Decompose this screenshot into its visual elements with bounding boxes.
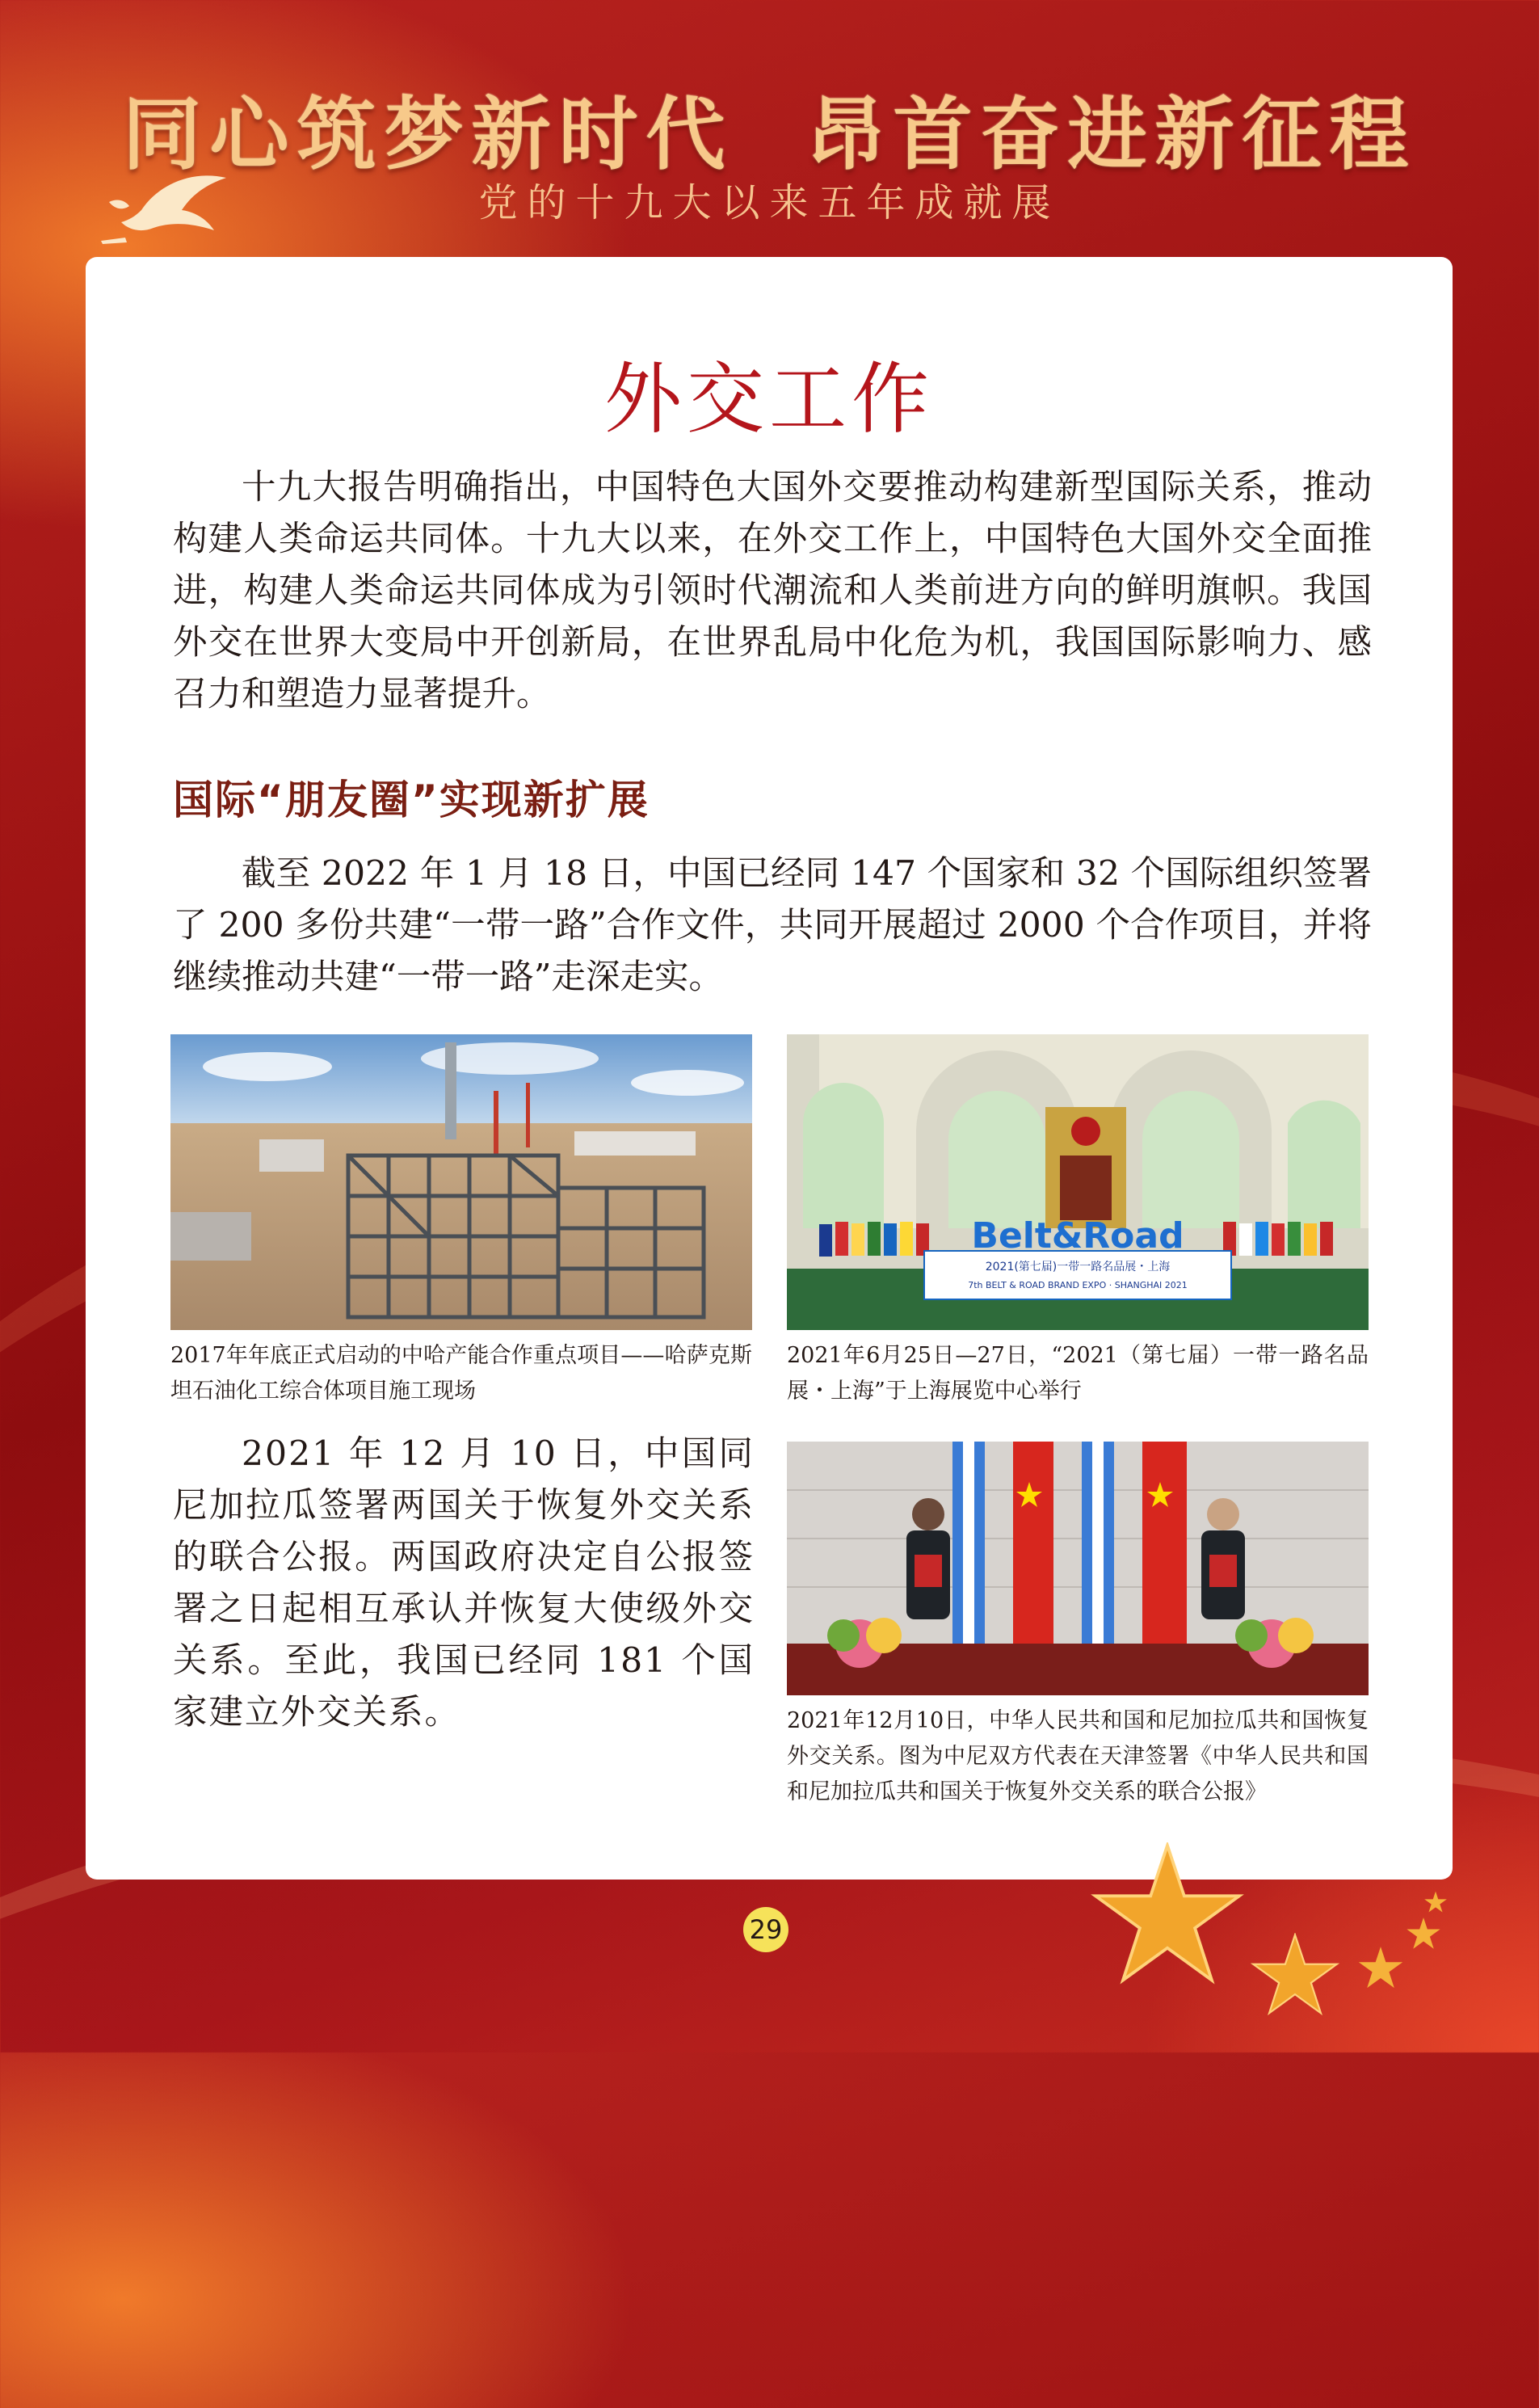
banner-title [0,71,1539,185]
content-card [86,257,1453,1880]
photo3-caption: 2021年12月10日，中华人民共和国和尼加拉瓜共和国恢复外交关系。图为中尼双方代表在天津签署《中华人民共和国和尼加拉瓜共和国关于恢复外交关系的联合公报》 [787,1708,1369,1804]
star-icon-tiny [1357,1946,1404,1990]
expo-sign-line2: 7th BELT & ROAD BRAND EXPO · SHANGHAI 2021 [968,1280,1188,1290]
photo-signing-ceremony [787,1442,1369,1695]
photo-construction-site [170,1034,752,1330]
intro-paragraph: 十九大报告明确指出，中国特色大国外交要推动构建新型国际关系，推动构建人类命运共同体。十九大以来，在外交工作上，中国特色大国外交全面推进，构建人类命运共同体成为引领时代潮流和人类前进方向的鲜明旗帜。我国外交在世界大变局中开创新局，在世界乱局中化危为机，我国国际影响力、感召力和塑造力显著提升。 [173,468,1372,714]
nicaragua-paragraph: 2021 年 12 月 10 日，中国同尼加拉瓜签署两国关于恢复外交关系的联合公报。两国政府决定自公报签署之日起相互承认并恢复大使级外交关系。至此，我国已经同 181 个国家建立外交关系。 [173,1434,755,1732]
photo2-caption: 2021年6月25日—27日，“2021（第七届）一带一路名品展・上海”于上海展览中心举行 [787,1343,1369,1404]
banner-title-part1: 同心筑梦新时代 [122,89,734,181]
page-number: 29 [743,1907,788,1952]
page-title: 外交工作 [604,354,934,444]
star-icon [1091,1842,1244,1988]
star-icon-tiny-3 [1423,1891,1448,1913]
photo-belt-road-expo [787,1034,1369,1330]
star-icon-tiny-2 [1406,1917,1441,1951]
belt-road-paragraph: 截至 2022 年 1 月 18 日，中国已经同 147 个国家和 32 个国际组织签署了 200 多份共建“一带一路”合作文件，共同开展超过 2000 个合作项目，并将继续推动共建“一带一路”走深走实。 [173,854,1372,997]
banner-subtitle: 党的十九大以来五年成就展 [478,180,1061,225]
star-icon-small [1251,1933,1339,2018]
section-heading: 国际“朋友圈”实现新扩展 [173,777,650,823]
expo-sign-main: Belt&Road [971,1215,1184,1257]
expo-sign-line1: 2021(第七届)一带一路名品展・上海 [985,1261,1171,1273]
photo1-caption: 2017年年底正式启动的中哈产能合作重点项目——哈萨克斯坦石油化工综合体项目施工现场 [170,1343,752,1404]
banner-title-part2: 昂首奋进新征程 [805,89,1417,181]
